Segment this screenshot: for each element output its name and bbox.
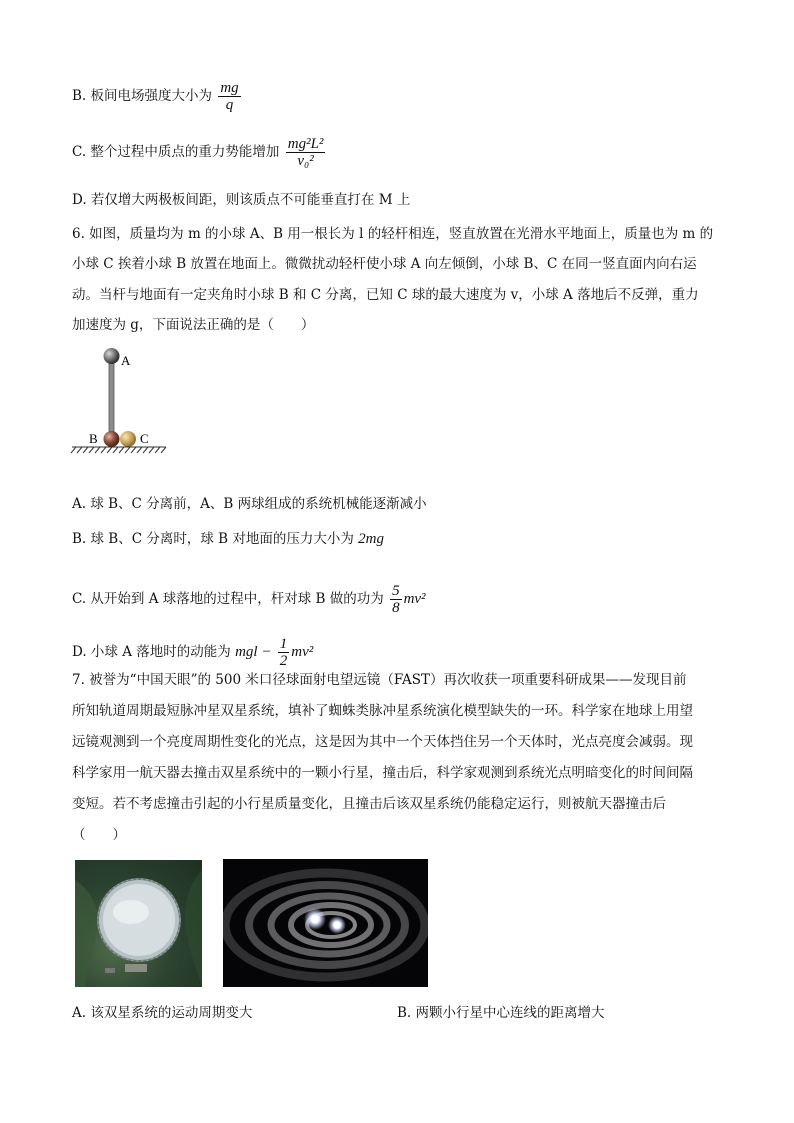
- fraction-denominator: 2: [279, 653, 288, 669]
- q6-line-1: 6. 如图，质量均为 m 的小球 A、B 用一根长为 l 的轻杆相连，竖直放置在光滑水平地面上，质量也为 m 的: [72, 226, 714, 242]
- q7-line-1: 7. 被誉为“中国天眼”的 500 米口径球面射电望远镜（FAST）再次收获一项重要科研成果——发现目前: [72, 672, 687, 688]
- q6-option-c-tail: mv²: [403, 591, 426, 607]
- q6-line-2: 小球 C 挨着小球 B 放置在地面上。微微扰动轻杆使小球 A 向左倾倒，小球 B、C 在同一竖直面内向右运: [72, 256, 697, 272]
- fast-telescope-photo: [75, 860, 202, 987]
- prev-option-c-fraction: [286, 136, 326, 169]
- q6-option-d-tail: mv²: [291, 644, 314, 660]
- q7-line-5: 变短。若不考虑撞击引起的小行星质量变化，且撞击后该双星系统仍能稳定运行，则被航天器撞击后: [72, 796, 666, 812]
- q7-option-a: A. 该双星系统的运动周期变大: [72, 1005, 253, 1021]
- q6-option-c: [72, 583, 426, 616]
- fraction-numerator: 5: [392, 583, 400, 599]
- prev-option-c: [72, 136, 327, 169]
- q6-line-3: 动。当杆与地面有一定夹角时小球 B 和 C 分离，已知 C 球的最大速度为 v，小球 A 落地后不反弹，重力: [72, 287, 699, 303]
- ball-c-label: C: [140, 431, 149, 446]
- prev-option-b: [72, 80, 243, 113]
- fraction-denominator: q: [225, 97, 234, 113]
- ball-a: [104, 348, 120, 364]
- fraction-denominator: v₀²: [297, 153, 314, 169]
- q6-option-d-fraction: [278, 636, 290, 669]
- q6-option-c-fraction: [390, 583, 402, 616]
- q6-option-d-text: D. 小球 A 落地时的动能为: [72, 644, 231, 660]
- fraction-numerator: mg: [220, 80, 239, 96]
- rigid-rod: [109, 357, 114, 439]
- q6-option-a: A. 球 B、C 分离前，A、B 两球组成的系统机械能逐渐减小: [72, 496, 427, 512]
- prev-option-b-text: B. 板间电场强度大小为: [72, 88, 213, 104]
- prev-option-b-fraction: [218, 80, 240, 113]
- q6-option-b-math: 2mg: [358, 531, 384, 547]
- fraction-numerator: 1: [279, 636, 288, 652]
- q6-line-4: 加速度为 g，下面说法正确的是（ ）: [72, 317, 315, 333]
- ball-b-label: B: [89, 431, 98, 446]
- q7-line-3: 远镜观测到一个亮度周期性变化的光点，这是因为其中一个天体挡住另一个天体时，光点亮度会减弱。现: [72, 734, 693, 750]
- prev-option-d-text: D. 若仅增大两极板间距，则该质点不可能垂直打在 M 上: [72, 192, 411, 208]
- prev-option-d: [72, 190, 410, 210]
- binary-star-waves: [223, 859, 428, 987]
- q6-rod-figure: [68, 342, 178, 482]
- ground-hatching: [71, 447, 166, 453]
- q6-option-b: [72, 529, 384, 549]
- q7-line-4: 科学家用一航天器去撞击双星系统中的一颗小行星，撞击后，科学家观测到系统光点明暗变化的时间间隔: [72, 765, 693, 781]
- q7-option-b: B. 两颗小行星中心连线的距离增大: [397, 1005, 605, 1021]
- ball-a-label: A: [121, 353, 131, 368]
- q7-line-2: 所知轨道周期最短脉冲星双星系统，填补了蜘蛛类脉冲星系统演化模型缺失的一环。科学家在地球上用望: [72, 703, 693, 719]
- q6-option-d: [72, 636, 313, 669]
- telescope-dish: [75, 860, 202, 987]
- prev-option-c-text: C. 整个过程中质点的重力势能增加: [72, 144, 280, 160]
- q6-option-c-text: C. 从开始到 A 球落地的过程中，杆对球 B 做的功为: [72, 591, 384, 607]
- fraction-numerator: mg²L²: [287, 136, 324, 152]
- q6-option-d-math: mgl −: [235, 644, 272, 660]
- q6-option-b-text: B. 球 B、C 分离时，球 B 对地面的压力大小为: [72, 531, 354, 547]
- q7-line-6: （ ）: [72, 827, 126, 843]
- ball-b: [104, 431, 120, 447]
- ball-c: [120, 431, 136, 447]
- fraction-denominator: 8: [392, 600, 400, 616]
- binary-star-illustration: [223, 859, 428, 987]
